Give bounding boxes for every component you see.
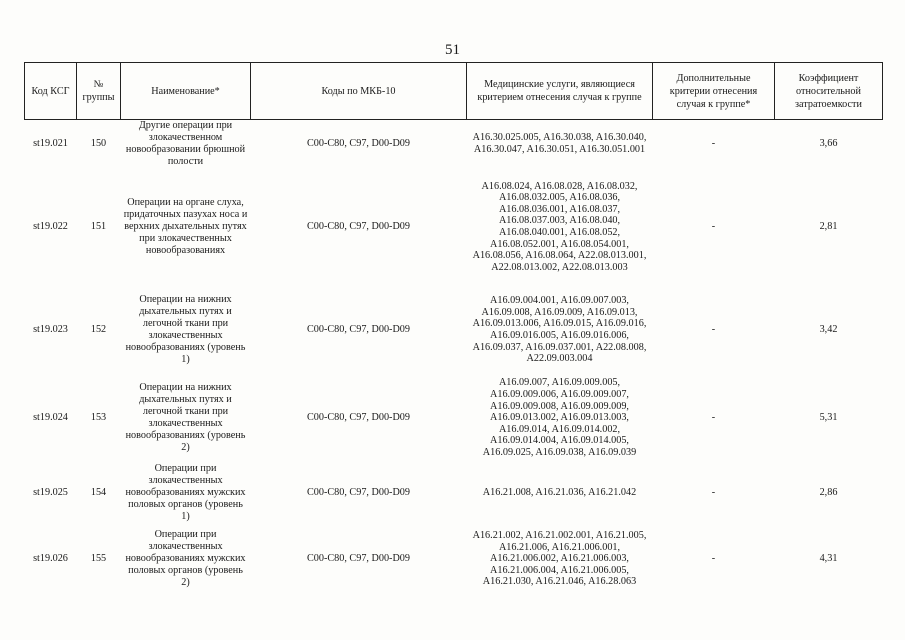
header-group-number: № группы [77, 63, 121, 120]
coefficient-cell: 3,42 [819, 324, 838, 335]
group-number-cell: 153 [90, 412, 107, 423]
extra-criteria-cell: - [711, 324, 716, 335]
name-cell: Операции на органе слуха, придаточных пазухах носа и верхних дыхательных путях при злокачественных новообразованиях [123, 197, 248, 256]
table-row [25, 462, 883, 524]
mkb-codes-cell: C00-C80, C97, D00-D09 [306, 138, 410, 149]
group-number-cell: 155 [90, 553, 107, 564]
coefficient-cell: 2,81 [819, 221, 838, 232]
header-mkb-codes: Коды по МКБ-10 [251, 63, 467, 120]
extra-criteria-cell: - [711, 221, 716, 232]
header-cost-coefficient: Коэффициент относительной затратоемкости [775, 63, 883, 120]
extra-criteria-cell: - [711, 553, 716, 564]
table-row [25, 286, 883, 374]
header-name: Наименование* [121, 63, 251, 120]
coefficient-cell: 2,86 [819, 487, 838, 498]
coefficient-cell: 4,31 [819, 553, 838, 564]
page-number: 51 [445, 42, 460, 58]
ksg-code-cell: st19.022 [33, 221, 68, 232]
table-row [25, 120, 883, 169]
services-cell: A16.08.024, A16.08.028, A16.08.032, A16.08.032.005, A16.08.036, A16.08.036.001, A16.08.037, A16.08.037.003, A16.08.040, A16.08.040.001, A16.08.052, A16.08.052.001, A16.08.054.001, A16.08.056, A16.08.064, A22.08.013.001, A22.08.013.002, A22.08.013.003 [472, 180, 647, 273]
name-cell: Операции при злокачественных новообразованиях мужских половых органов (уровень 1) [125, 463, 246, 522]
mkb-codes-cell: C00-C80, C97, D00-D09 [306, 221, 410, 232]
services-cell: A16.21.008, A16.21.036, A16.21.042 [482, 487, 637, 499]
header-medical-services: Медицинские услуги, являющиеся критерием отнесения случая к группе [467, 63, 653, 120]
header-ksg-code: Код КСГ [25, 63, 77, 120]
coefficient-cell: 5,31 [819, 412, 838, 423]
ksg-code-cell: st19.021 [33, 138, 68, 149]
coefficient-cell: 3,66 [819, 138, 838, 149]
mkb-codes-cell: C00-C80, C97, D00-D09 [306, 412, 410, 423]
services-cell: A16.09.007, A16.09.009.005, A16.09.009.006, A16.09.009.007, A16.09.009.008, A16.09.009.009, A16.09.013.002, A16.09.013.003, A16.09.014, A16.09.014.002, A16.09.014.004, A16.09.014.005, A16.09.025, A16.09.038, A16.09.039 [482, 377, 637, 458]
ksg-code-cell: st19.026 [33, 553, 68, 564]
group-number-cell: 152 [90, 324, 107, 335]
header-extra-criteria: Дополнительные критерии отнесения случая к группе* [653, 63, 775, 120]
ksg-code-cell: st19.023 [33, 324, 68, 335]
group-number-cell: 151 [90, 221, 107, 232]
group-number-cell: 150 [90, 138, 107, 149]
services-cell: A16.21.002, A16.21.002.001, A16.21.005, A16.21.006, A16.21.006.001, A16.21.006.002, A16.21.006.003, A16.21.006.004, A16.21.006.005, A16.21.030, A16.21.046, A16.28.063 [472, 530, 647, 588]
name-cell: Операции при злокачественных новообразованиях мужских половых органов (уровень 2) [125, 529, 246, 588]
services-cell: A16.09.004.001, A16.09.007.003, A16.09.008, A16.09.009, A16.09.013, A16.09.013.006, A16.09.015, A16.09.016, A16.09.016.005, A16.09.016.006, A16.09.037, A16.09.037.001, A22.08.008, A22.09.003.004 [472, 295, 647, 365]
table-row [25, 374, 883, 462]
name-cell: Операции на нижних дыхательных путях и легочной ткани при злокачественных новообразованиях (уровень 1) [125, 294, 246, 365]
mkb-codes-cell: C00-C80, C97, D00-D09 [306, 553, 410, 564]
services-cell: A16.30.025.005, A16.30.038, A16.30.040, A16.30.047, A16.30.051, A16.30.051.001 [472, 132, 647, 155]
table-header-row [25, 63, 883, 120]
table-row [25, 524, 883, 594]
table-row [25, 168, 883, 286]
extra-criteria-cell: - [711, 412, 716, 423]
name-cell: Другие операции при злокачественном новообразовании брюшной полости [125, 120, 246, 167]
group-number-cell: 154 [90, 487, 107, 498]
name-cell: Операции на нижних дыхательных путях и легочной ткани при злокачественных новообразованиях (уровень 2) [125, 382, 246, 453]
ksg-code-cell: st19.024 [33, 412, 68, 423]
extra-criteria-cell: - [711, 138, 716, 149]
mkb-codes-cell: C00-C80, C97, D00-D09 [306, 324, 410, 335]
extra-criteria-cell: - [711, 487, 716, 498]
ksg-table [24, 62, 883, 594]
ksg-code-cell: st19.025 [33, 487, 68, 498]
mkb-codes-cell: C00-C80, C97, D00-D09 [306, 487, 410, 498]
